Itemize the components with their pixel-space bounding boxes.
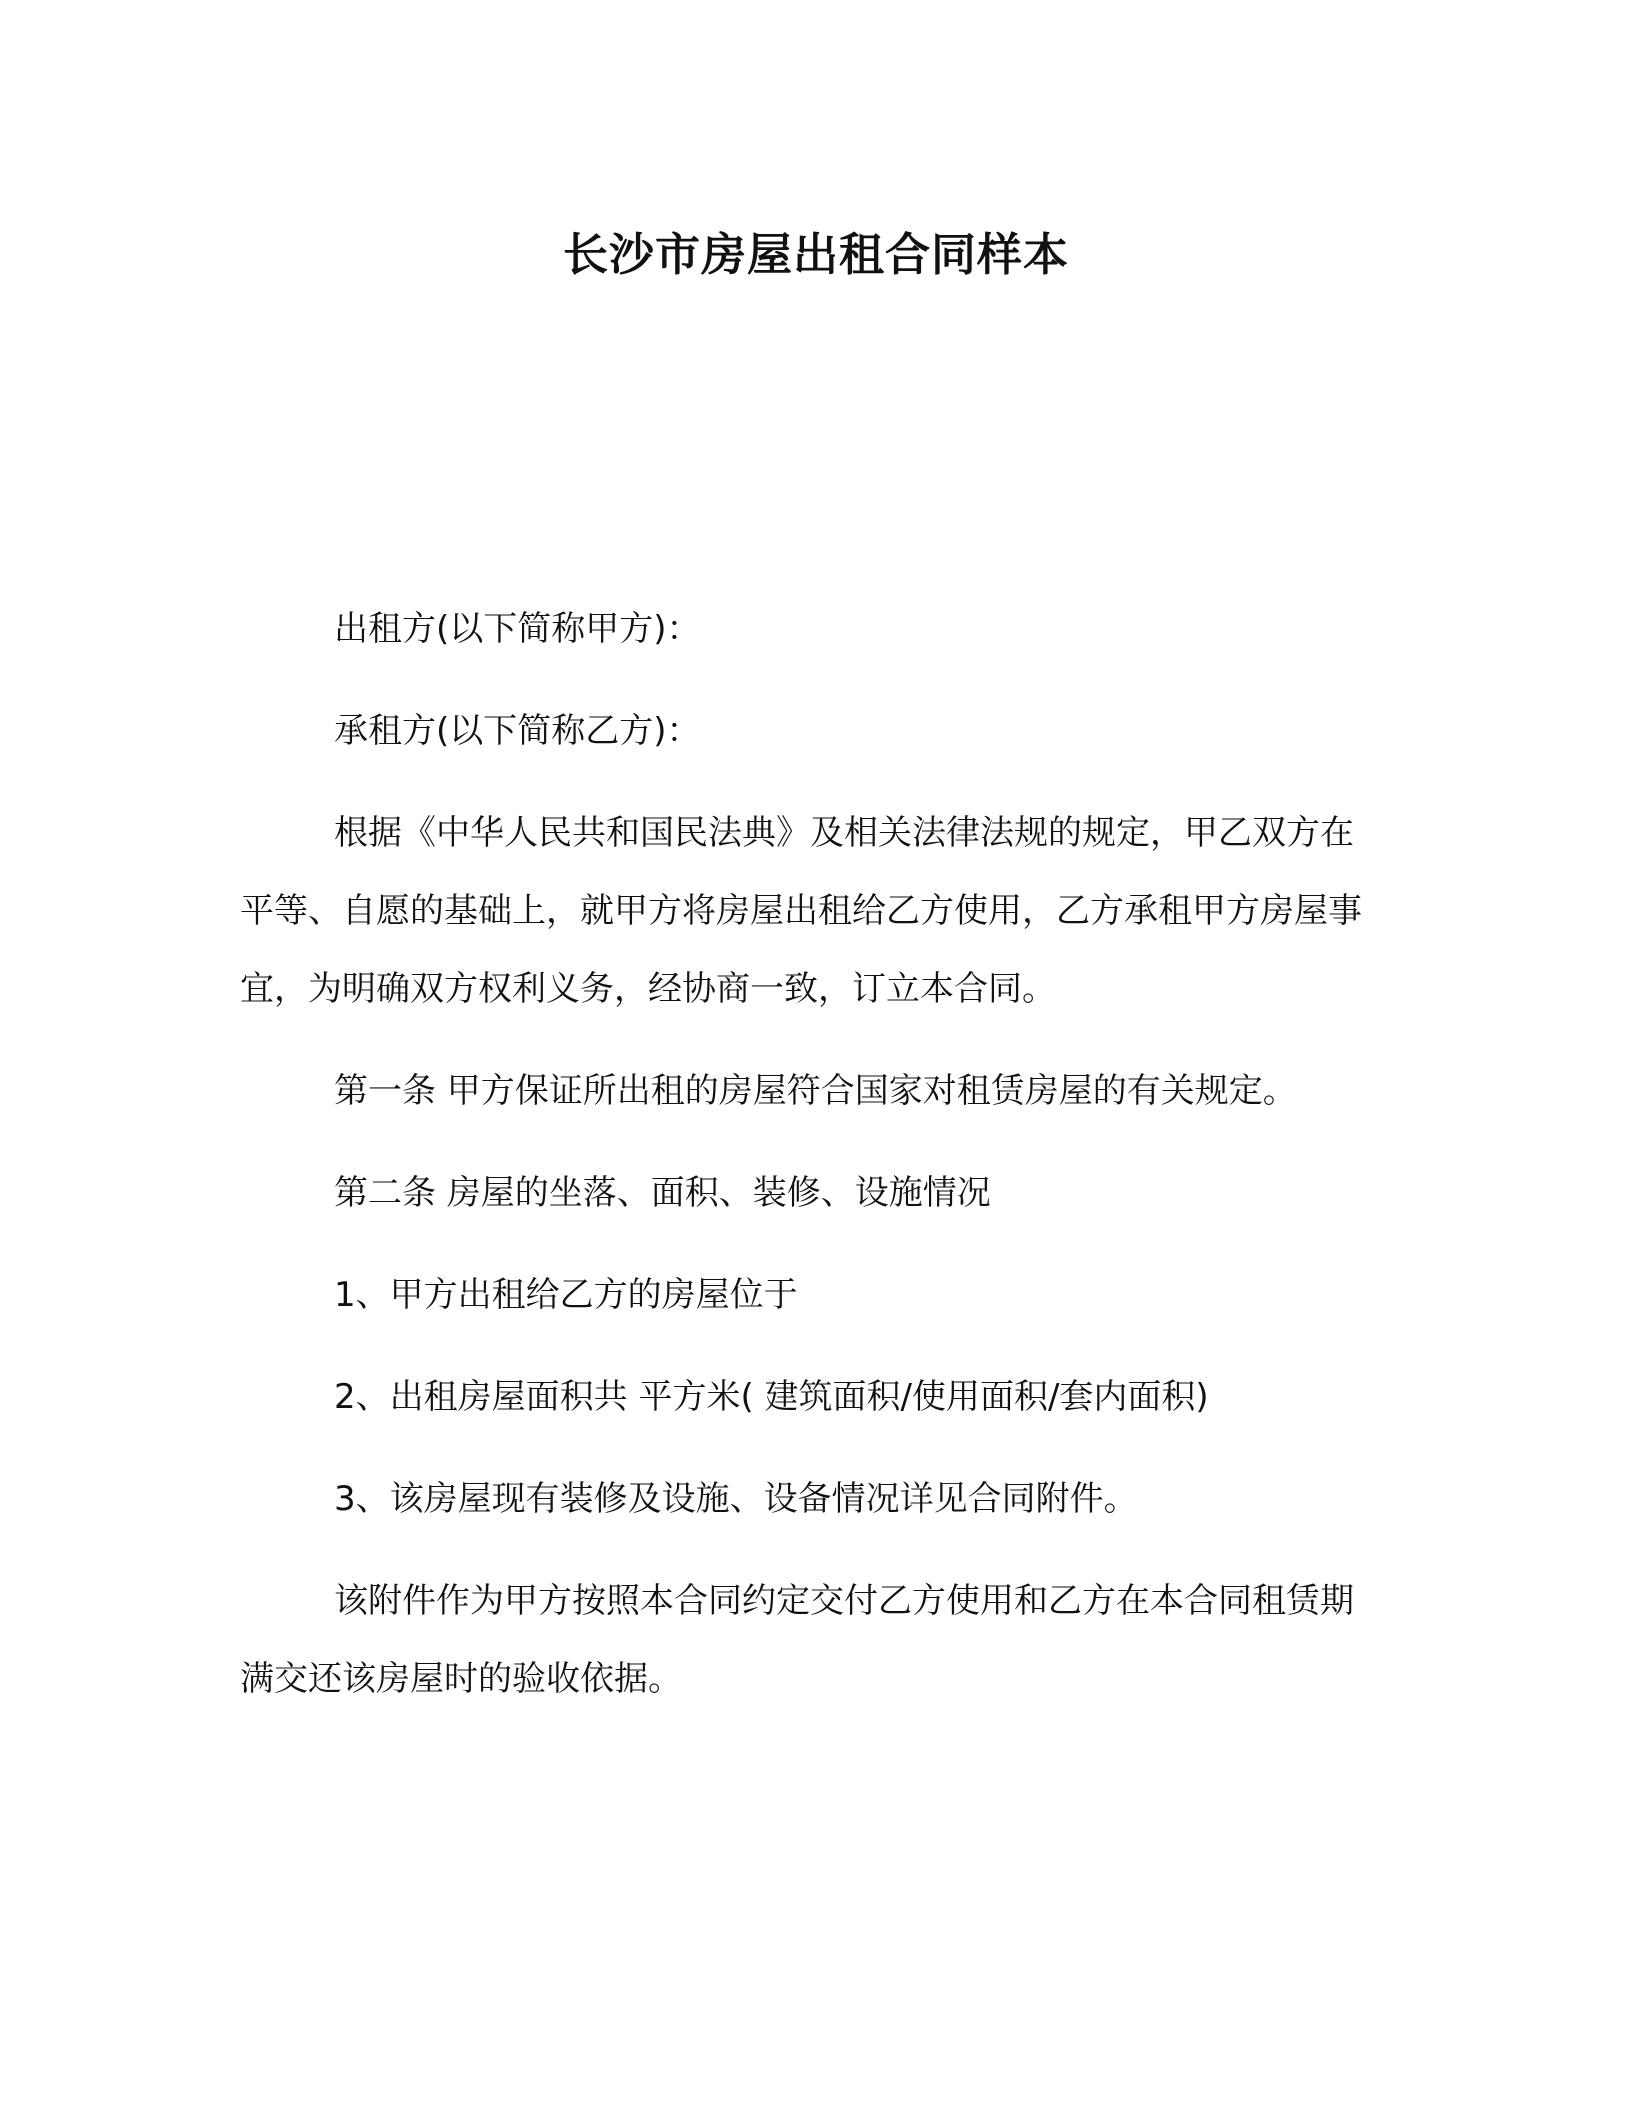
article-2-item-1: 1、甲方出租给乙方的房屋位于 <box>334 1275 798 1315</box>
article-2-heading: 第二条 房屋的坐落、面积、装修、设施情况 <box>334 1173 991 1213</box>
article-2-item-2: 2、出租房屋面积共 平方米( 建筑面积/使用面积/套内面积) <box>334 1377 1209 1417</box>
lessor-line: 出租方(以下简称甲方)： <box>334 609 701 649</box>
article-2-item-3: 3、该房屋现有装修及设施、设备情况详见合同附件。 <box>334 1479 1138 1519</box>
document-body <box>240 590 1380 1742</box>
preamble-paragraph: 根据《中华人民共和国民法典》及相关法律法规的规定，甲乙双方在平等、自愿的基础上，就甲方将房屋出租给乙方使用，乙方承租甲方房屋事宜，为明确双方权利义务，经协商一致，订立本合同。 <box>240 813 1362 1009</box>
lessee-line: 承租方(以下简称乙方)： <box>334 711 701 751</box>
attachment-note: 该附件作为甲方按照本合同约定交付乙方使用和乙方在本合同租赁期满交还该房屋时的验收依据。 <box>240 1581 1354 1699</box>
article-1: 第一条 甲方保证所出租的房屋符合国家对租赁房屋的有关规定。 <box>334 1071 1297 1111</box>
document-title: 长沙市房屋出租合同样本 <box>562 228 1069 281</box>
